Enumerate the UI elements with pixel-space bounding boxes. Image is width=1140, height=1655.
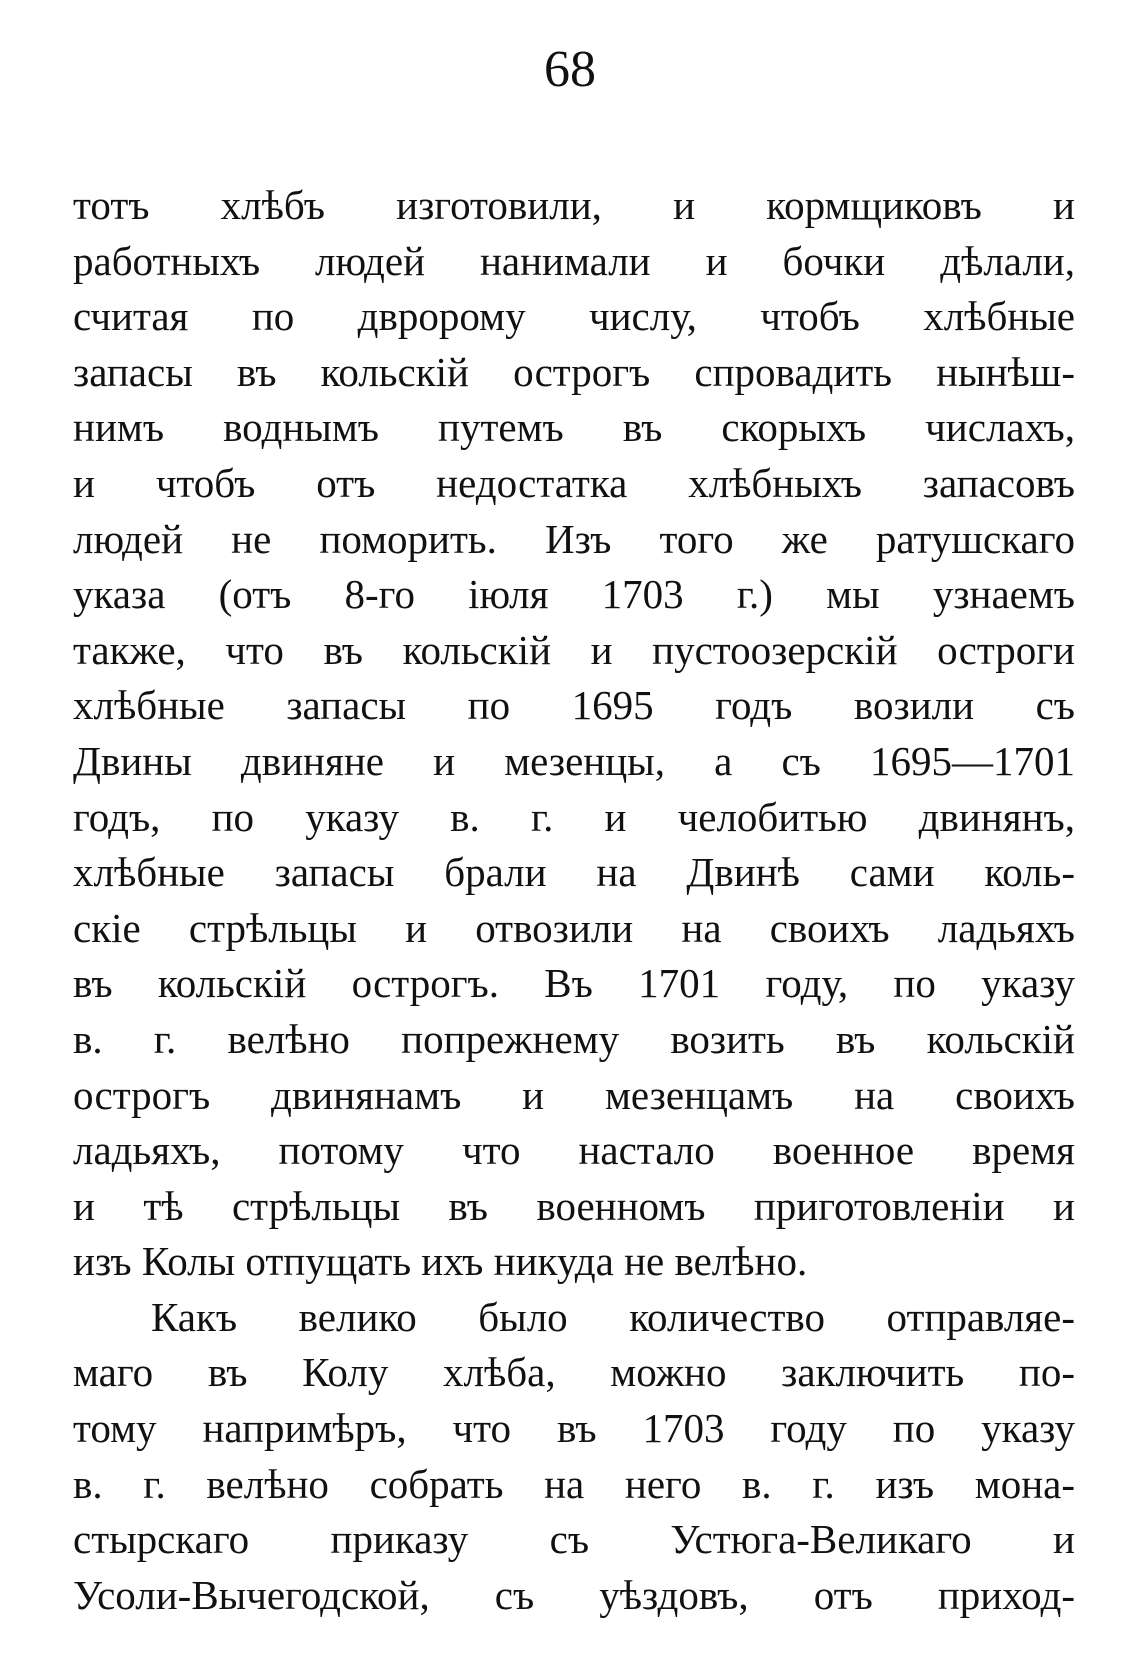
page-number: 68	[544, 41, 596, 98]
text-line: и тѣ стрѣльцы въ военномъ приготовленіи и	[73, 1182, 1075, 1229]
text-line: стырскаго приказу съ Устюга-Великаго и	[73, 1516, 1075, 1563]
text-line: въ кольскій острогъ. Въ 1701 году, по указу	[73, 960, 1075, 1007]
text-line: в. г. велѣно собрать на него в. г. изъ мона-	[73, 1460, 1075, 1507]
text-line: в. г. велѣно попрежнему возить въ кольскій	[73, 1015, 1075, 1062]
text-line: нимъ воднымъ путемъ въ скорыхъ числахъ,	[73, 404, 1075, 451]
text-line: ладьяхъ, потому что настало военное время	[73, 1127, 1075, 1174]
text-line: Усоли-Вычегодской, съ уѣздовъ, отъ приход-	[73, 1571, 1075, 1618]
text-line: запасы въ кольскій острогъ спровадить нынѣш-	[73, 348, 1075, 395]
text-line: острогъ двинянамъ и мезенцамъ на своихъ	[73, 1071, 1075, 1118]
text-line: скіе стрѣльцы и отвозили на своихъ ладьяхъ	[73, 904, 1075, 951]
text-line: считая по двророму числу, чтобъ хлѣбные	[73, 293, 1075, 340]
text-line: тому напримѣръ, что въ 1703 году по указу	[73, 1405, 1075, 1452]
text-line: маго въ Колу хлѣба, можно заключить по-	[73, 1349, 1075, 1396]
text-line: указа (отъ 8-го іюля 1703 г.) мы узнаемъ	[73, 571, 1075, 618]
text-line: хлѣбные запасы по 1695 годъ возили съ	[73, 682, 1075, 729]
text-line: годъ, по указу в. г. и челобитью двинянъ,	[73, 793, 1075, 840]
text-line: тотъ хлѣбъ изготовили, и кормщиковъ и	[73, 182, 1075, 228]
text-line: изъ Колы отпущать ихъ никуда не велѣно.	[73, 1238, 808, 1285]
text-line: и чтобъ отъ недостатка хлѣбныхъ запасовъ	[73, 459, 1075, 506]
text-line: Двины двиняне и мезенцы, а съ 1695—1701	[73, 737, 1075, 784]
body-text	[73, 178, 1075, 1623]
text-line: хлѣбные запасы брали на Двинѣ сами коль-	[73, 849, 1075, 896]
text-line: Какъ велико было количество отправляе-	[151, 1293, 1075, 1340]
text-line: людей не поморить. Изъ того же ратушскаго	[73, 515, 1075, 562]
text-line: также, что въ кольскій и пустоозерскій остроги	[73, 626, 1075, 673]
text-line: работныхъ людей нанимали и бочки дѣлали,	[73, 237, 1075, 284]
